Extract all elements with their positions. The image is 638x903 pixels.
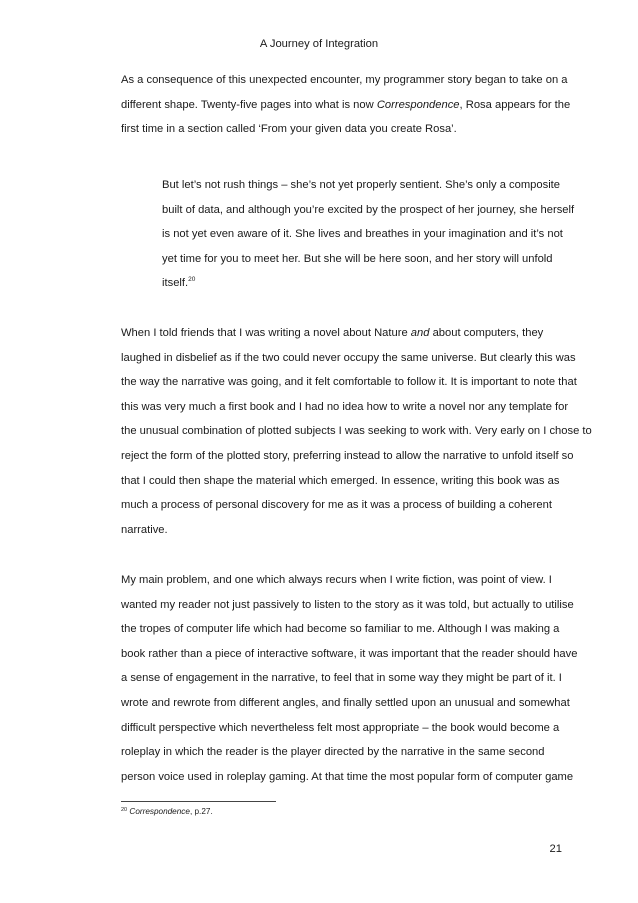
text-line: reject the form of the plotted story, preferring instead to allow the narrative to unfold itself so [121, 449, 574, 462]
text-line: My main problem, and one which always recurs when I write fiction, was point of view. I [121, 574, 552, 586]
text-line [121, 93, 571, 118]
quote-line: yet time for you to meet her. But she will be here soon, and her story will unfold [162, 252, 553, 265]
paragraph-2 [121, 321, 592, 542]
quote-line: is not yet even aware of it. She lives and breathes in your imagination and it’s not [162, 228, 563, 241]
running-header: A Journey of Integration [259, 38, 379, 50]
footnote-title: Correspondence [129, 807, 190, 816]
text-line: that I could then shape the material which emerged. In essence, writing this book was as [121, 474, 560, 487]
text-line: person voice used in roleplay gaming. At that time the most popular form of computer game [121, 770, 574, 783]
text-line: laughed in disbelief as if the two could never occupy the same universe. But clearly this was [121, 351, 576, 364]
text-line: wrote and rewrote from different angles, and finally settled upon an unusual and somewhat [121, 696, 570, 709]
text-line: roleplay in which the reader is the player directed by the narrative in the same second [121, 746, 545, 759]
text-line: first time in a section called ‘From your given data you create Rosa’. [121, 123, 457, 136]
paragraph-1 [121, 68, 571, 142]
paragraph-3 [121, 568, 578, 789]
text-line: narrative. [121, 523, 168, 536]
text-line: this was very much a first book and I had no idea how to write a novel nor any template for [121, 400, 569, 413]
footnote-divider [121, 801, 276, 802]
book-title: Correspondence [376, 98, 460, 111]
text-line: the tropes of computer life which had become so familiar to me. Although I was making a [121, 623, 560, 636]
footnote-number: 20 [121, 807, 128, 813]
quote-line: built of data, and although you’re excited by the prospect of her journey, she herself [162, 203, 575, 216]
text-span: about computers, they [429, 327, 544, 339]
text-line: the unusual combination of plotted subjects I was seeking to work with. Very early on I chose to [121, 425, 592, 438]
text-span: itself. [162, 277, 189, 290]
text-line: the way the narrative was going, and it felt comfortable to follow it. It is important to note that [121, 376, 577, 389]
text-line: book rather than a piece of interactive software, it was important that the reader should have [121, 647, 578, 660]
text-line: wanted my reader not just passively to listen to the story as it was told, but actually to utilise [121, 598, 574, 611]
block-quote [162, 173, 575, 296]
text-line: difficult perspective which nevertheless felt most appropriate – the book would become a [121, 721, 560, 734]
page-number: 21 [549, 843, 562, 855]
quote-line [162, 271, 562, 296]
quote-line: But let’s not rush things – she’s not yet properly sentient. She’s only a composite [162, 179, 561, 191]
emphasis: and [410, 327, 430, 339]
text-span: , Rosa appears for the [459, 98, 571, 111]
text-span: When I told friends that I was writing a novel about Nature [121, 327, 411, 339]
text-line: a sense of engagement in the narrative, to feel that in some way they might be part of it. I [121, 672, 562, 685]
footnote-text: , p.27. [189, 807, 213, 816]
text-span: different shape. Twenty-five pages into what is now [121, 98, 377, 111]
text-line [121, 321, 559, 346]
footnote [121, 807, 213, 816]
text-line: As a consequence of this unexpected encounter, my programmer story began to take on a [121, 74, 568, 86]
footnote-reference[interactable]: 20 [188, 276, 196, 284]
text-line: much a process of personal discovery for me as it was a process of building a coherent [121, 499, 552, 512]
